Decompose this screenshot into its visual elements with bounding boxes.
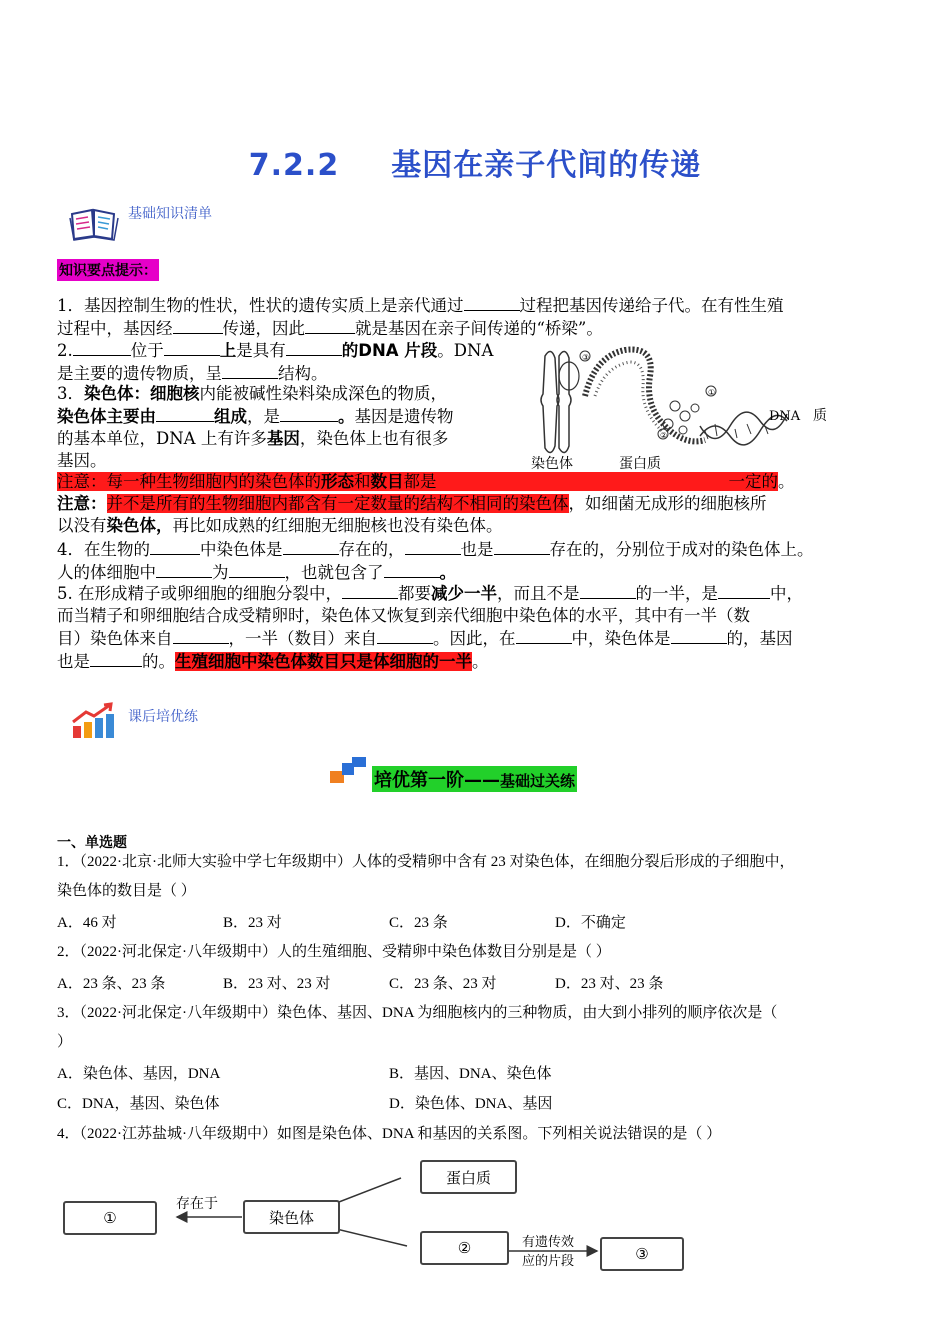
figure-label-dna: DNA	[769, 409, 801, 424]
page-title	[0, 140, 950, 184]
paragraph-1: 1．基因控制生物的性状，性状的遗传实质上是亲代通过 过程把基因传递给子代。在有性生殖 过程中，基因经 传递，因此 就是基因在亲子间传递的“桥梁”。	[57, 296, 784, 338]
key-points-label: 知识要点提示：	[57, 259, 159, 281]
q2-option-b[interactable]: B．23 对、23 对	[223, 976, 331, 992]
chromosome-dna-figure	[525, 336, 845, 476]
section-label-practice: 课后培优练	[128, 709, 198, 725]
diagram-box-protein: 蛋白质	[420, 1160, 517, 1194]
book-icon	[68, 206, 120, 242]
section-label-basic: 基础知识清单	[128, 206, 212, 222]
figure-label-zhi: 质	[813, 408, 827, 424]
title-number: 7.2.2	[248, 148, 340, 183]
banner-title: 培优第一阶——基础过关练	[372, 766, 577, 792]
paragraph-2: 2. 位于 上是具有 的DNA 片段。DNA 是主要的遗传物质，呈 结构。	[57, 341, 494, 383]
figure-mark-3: ③	[582, 353, 590, 362]
q3-option-c[interactable]: C．DNA，基因、染色体	[57, 1096, 220, 1112]
diagram-box-2: ②	[420, 1231, 509, 1265]
question-4-stem: 4．（2022·江苏盐城·八年级期中）如图是染色体、DNA 和基因的关系图。下列相关说法错误的是（ ）	[57, 1126, 722, 1142]
q1-option-c[interactable]: C．23 条	[389, 915, 448, 931]
title-text: 基因在亲子代间的传递	[391, 148, 702, 183]
diagram-effect-label: 有遗传效 应的片段	[522, 1235, 575, 1269]
diagram-exists-in-label: 存在于	[176, 1196, 218, 1212]
paragraph-4: 4．在生物的 中染色体是 存在的， 也是 存在的，分别位于成对的染色体上。 人的体细胞中 为 ，也就包含了 。	[57, 540, 814, 582]
note-2: 注意：并不是所有的生物细胞内都含有一定数量的结构不相同的染色体，如细菌无成形的细胞核所 以没有染色体，再比如成熟的红细胞无细胞核也没有染色体。	[57, 494, 767, 535]
q3-option-d[interactable]: D．染色体、DNA、基因	[389, 1096, 553, 1112]
q3-option-a[interactable]: A．染色体、基因，DNA	[57, 1066, 221, 1082]
paragraph-5: 5. 在形成精子或卵细胞的细胞分裂中， 都要减少一半，而且不是 的一半，是 中， 而当精子和卵细胞结合成受精卵时，染色体又恢复到亲代细胞中染色体的水平，其中有一半（数 目）染色体来自 ，一半（数目）来自 。因此，在 中，染色体是 的，基因 也是 的。生殖细胞中染色体数目只是体细胞的一半。	[57, 584, 803, 671]
question-3-stem-cont: ）	[57, 1034, 73, 1050]
single-choice-heading: 一、单选题	[57, 835, 127, 851]
note-1: 注意：每一种生物细胞内的染色体的形态和数目都是 一定的。	[57, 472, 795, 491]
question-1-stem: 1．（2022·北京·北师大实验中学七年级期中）人体的受精卵中含有 23 对染色体，在细胞分裂后形成的子细胞中，	[57, 854, 795, 870]
q1-option-d[interactable]: D．不确定	[555, 915, 626, 931]
figure-label-protein: 蛋白质	[619, 456, 661, 472]
q2-option-c[interactable]: C．23 条、23 对	[389, 976, 497, 992]
q2-option-a[interactable]: A．23 条、23 条	[57, 976, 166, 992]
figure-mark-2: ②	[660, 431, 668, 440]
question-3-stem: 3．（2022·河北保定·八年级期中）染色体、基因、DNA 为细胞核内的三种物质，由大到小排列的顺序依次是（	[57, 1005, 778, 1021]
steps-icon	[330, 757, 370, 787]
diagram-box-3: ③	[600, 1237, 684, 1271]
figure-mark-1: ①	[708, 388, 716, 397]
chart-up-icon	[70, 702, 116, 740]
diagram-box-chromosome: 染色体	[243, 1200, 340, 1234]
q1-option-a[interactable]: A．46 对	[57, 915, 117, 931]
q1-option-b[interactable]: B．23 对	[223, 915, 282, 931]
question-1-stem-cont: 染色体的数目是（ ）	[57, 883, 196, 899]
q3-option-b[interactable]: B．基因、DNA、染色体	[389, 1066, 552, 1082]
diagram-box-1: ①	[63, 1201, 157, 1235]
q2-option-d[interactable]: D．23 对、23 条	[555, 976, 664, 992]
question-2-stem: 2．（2022·河北保定·八年级期中）人的生殖细胞、受精卵中染色体数目分别是是（ ）	[57, 944, 611, 960]
figure-label-chromosome: 染色体	[531, 456, 573, 472]
paragraph-3: 3．染色体：细胞核内能被碱性染料染成深色的物质， 染色体主要由 组成，是 。基因是遗传物 的基本单位，DNA 上有许多基因，染色体上也有很多 基因。	[57, 384, 454, 470]
